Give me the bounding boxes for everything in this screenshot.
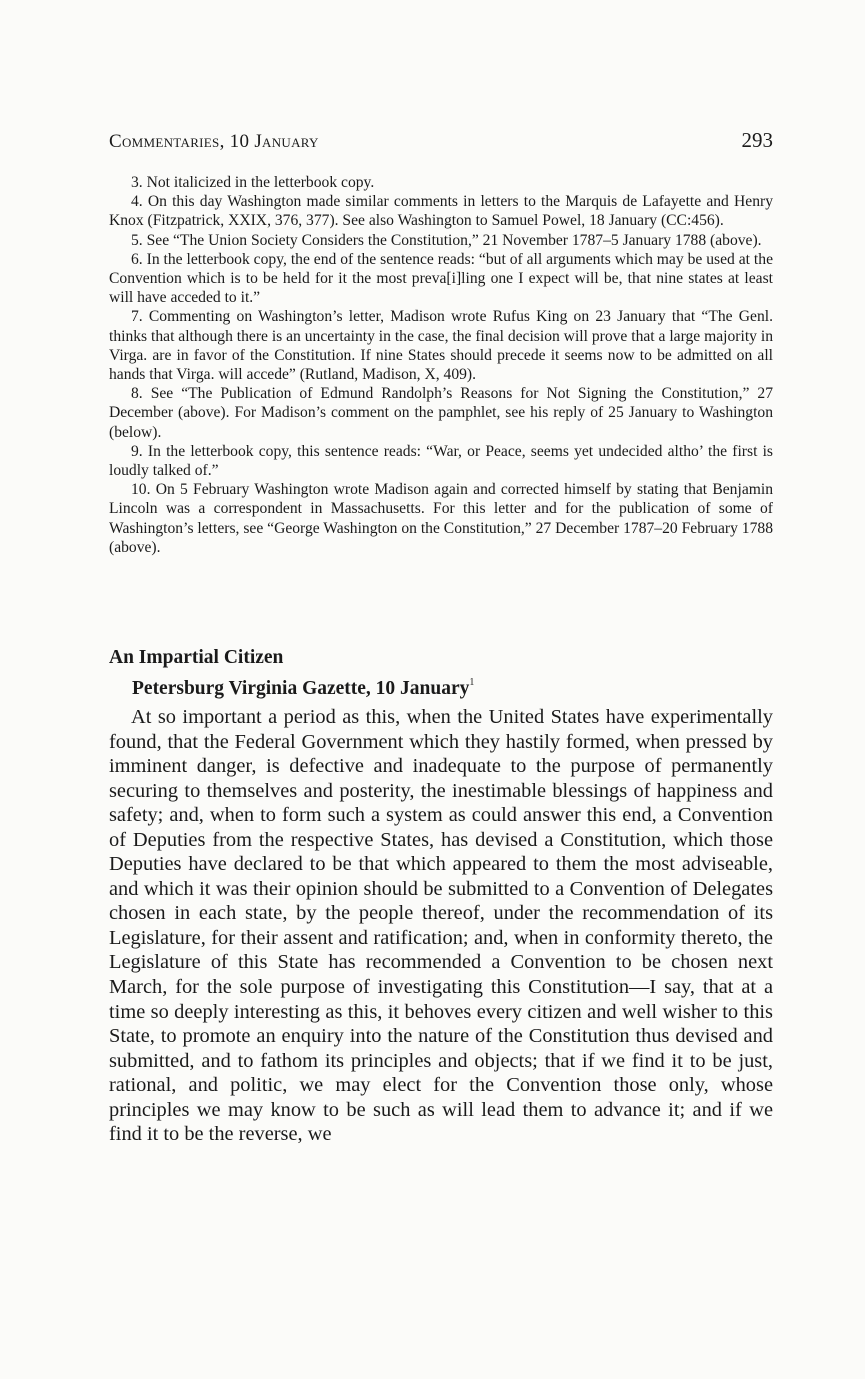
article-author: An Impartial Citizen <box>109 647 284 668</box>
page-number: 293 <box>741 128 773 152</box>
article-source <box>132 670 773 701</box>
endnote-9: 9. In the letterbook copy, this sentence reads: “War, or Peace, seems yet undecided altho’ the first is loudly talked of.” <box>109 442 773 480</box>
footnote-ref: 1 <box>469 677 475 688</box>
endnote-10: 10. On 5 February Washington wrote Madison again and corrected himself by stating that Benjamin Lincoln was a correspondent in Massachusetts. For this letter and for the publication of some of Washington’s letters, see “George Washington on the Constitution,” 27 December 1787–20 February 1788 (above). <box>109 481 773 556</box>
endnote-6: 6. In the letterbook copy, the end of the sentence reads: “but of all arguments which may be used at the Convention which is to be held for it the most preva[i]ling one I expect will be, that nine states at least will have acceded to it.” <box>109 250 773 307</box>
endnote-8: 8. See “The Publication of Edmund Randolph’s Reasons for Not Signing the Constitution,” 27 December (above). For Madison’s comment on the pamphlet, see his reply of 25 January to Washington (below). <box>109 385 773 441</box>
endnote-3: 3. Not italicized in the letterbook copy. <box>131 174 375 191</box>
endnote-7: 7. Commenting on Washington’s letter, Madison wrote Rufus King on 23 January that “The Genl. thinks that although there is an uncertainty in the case, the final decision will prove that a large majority in Virga. are in favor of the Constitution. If nine States should precede it seems now to be admitted on all hands that Virga. will accede” (Rutland, Madison, X, 409). <box>109 308 773 384</box>
running-head-title: Commentaries, 10 January <box>109 131 319 152</box>
endnote-5: 5. See “The Union Society Considers the Constitution,” 21 November 1787–5 January 1788 (above). <box>131 231 762 249</box>
running-head <box>109 128 773 153</box>
article-body: At so important a period as this, when the United States have experimentally found, that the Federal Government which they hastily formed, when pressed by imminent danger, is defective and inadequate to the purpose of permanently securing to themselves and posterity, the inestimable blessings of happiness and safety; and, when to form such a system as could answer this end, a Convention of Deputies from the respective States, has devised a Constitution, which those Deputies have declared to be that which appeared to them the most adviseable, and which it was their opinion should be submitted to a Convention of Delegates chosen in each state, by the people thereof, under the recommendation of its Legislature, for their assent and ratification; and, when in conformity thereto, the Legislature of this State has recommended a Convention to be chosen next March, for the sole purpose of investigating this Constitution—I say, that at a time so deeply interesting as this, it behoves every citizen and well wisher to this State, to promote an enquiry into the nature of the Constitution thus devised and submitted, and to fathom its principles and objects; that if we find it to be just, rational, and politic, we may elect for the Convention those only, whose principles we may know to be such as will lead them to advance it; and if we find it to be the reverse, we <box>109 706 773 1146</box>
article-source-text: Petersburg Virginia Gazette, 10 January <box>132 678 470 699</box>
article-heading <box>109 645 773 701</box>
endnotes <box>109 173 773 557</box>
endnote-4: 4. On this day Washington made similar comments in letters to the Marquis de Lafayette and Henry Knox (Fitzpatrick, XXIX, 376, 377). See also Washington to Samuel Powel, 18 January (CC:456). <box>109 193 773 230</box>
